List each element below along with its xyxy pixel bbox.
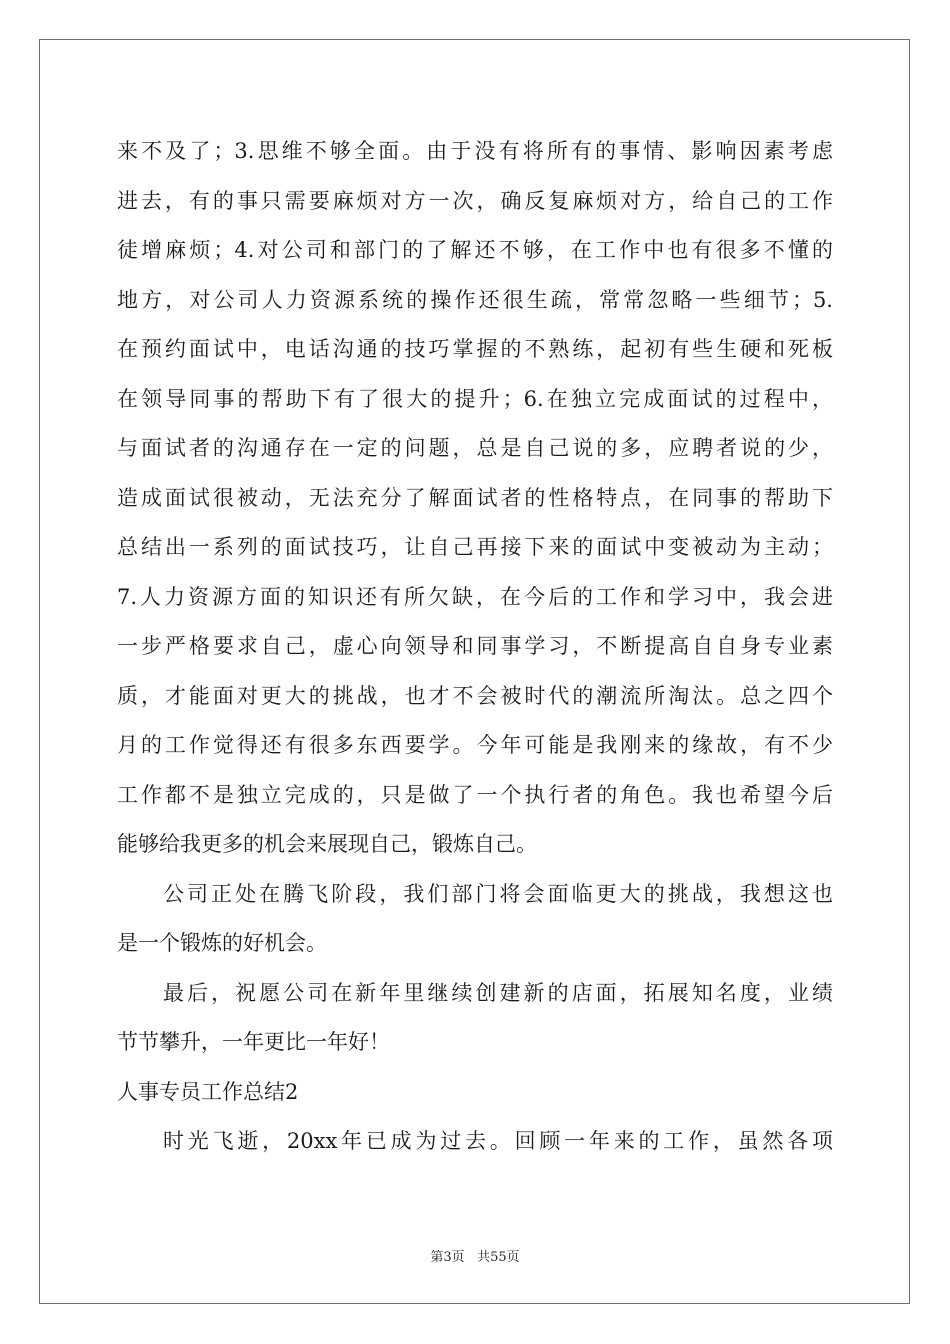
body-line: 在预约面试中，电话沟通的技巧掌握的不熟练，起初有些生硬和死板 [117,337,833,361]
paragraph-first-line: 最后，祝愿公司在新年里继续创建新的店面，拓展知名度，业绩 [163,980,833,1005]
body-line: 质，才能面对更大的挑战，也才不会被时代的潮流所淘汰。总之四个 [117,683,833,708]
body-line: 7.人力资源方面的知识还有所欠缺，在今后的工作和学习中，我会进 [117,584,833,609]
paragraph-first-line: 时光飞逝，20xx年已成为过去。回顾一年来的工作，虽然各项 [163,1129,833,1153]
section-heading: 人事专员工作总结2 [117,1079,299,1104]
body-line: 节节攀升，一年更比一年好！ [117,1030,390,1054]
paragraph-first-line: 公司正处在腾飞阶段，我们部门将会面临更大的挑战，我想这也 [163,881,833,906]
body-line: 与面试者的沟通存在一定的问题，总是自己说的多，应聘者说的少， [117,436,833,460]
body-line: 地方，对公司人力资源系统的操作还很生疏，常常忽略一些细节；5. [117,287,833,312]
body-line: 能够给我更多的机会来展现自己，锻炼自己。 [117,832,537,856]
total-pages: 共55页 [477,1250,520,1265]
body-line: 月的工作觉得还有很多东西要学。今年可能是我刚来的缘故，有不少 [117,733,833,757]
body-line: 工作都不是独立完成的，只是做了一个执行者的角色。我也希望今后 [117,782,833,807]
body-line: 在领导同事的帮助下有了很大的提升；6.在独立完成面试的过程中， [117,386,833,411]
body-line: 是一个锻炼的好机会。 [117,931,327,955]
body-line: 来不及了；3.思维不够全面。由于没有将所有的事情、影响因素考虑 [117,139,833,163]
document-body [117,127,833,1167]
body-line: 造成面试很被动，无法充分了解面试者的性格特点，在同事的帮助下 [117,485,833,510]
body-line: 进去，有的事只需要麻烦对方一次，确反复麻烦对方，给自己的工作 [117,188,833,213]
body-line: 一步严格要求自己，虚心向领导和同事学习，不断提高自自身专业素 [117,634,833,658]
page-footer [0,1246,950,1265]
body-line: 总结出一系列的面试技巧，让自己再接下来的面试中变被动为主动； [117,535,833,559]
page-number: 第3页 [430,1250,465,1265]
body-line: 徒增麻烦；4.对公司和部门的了解还不够，在工作中也有很多不懂的 [117,238,833,262]
